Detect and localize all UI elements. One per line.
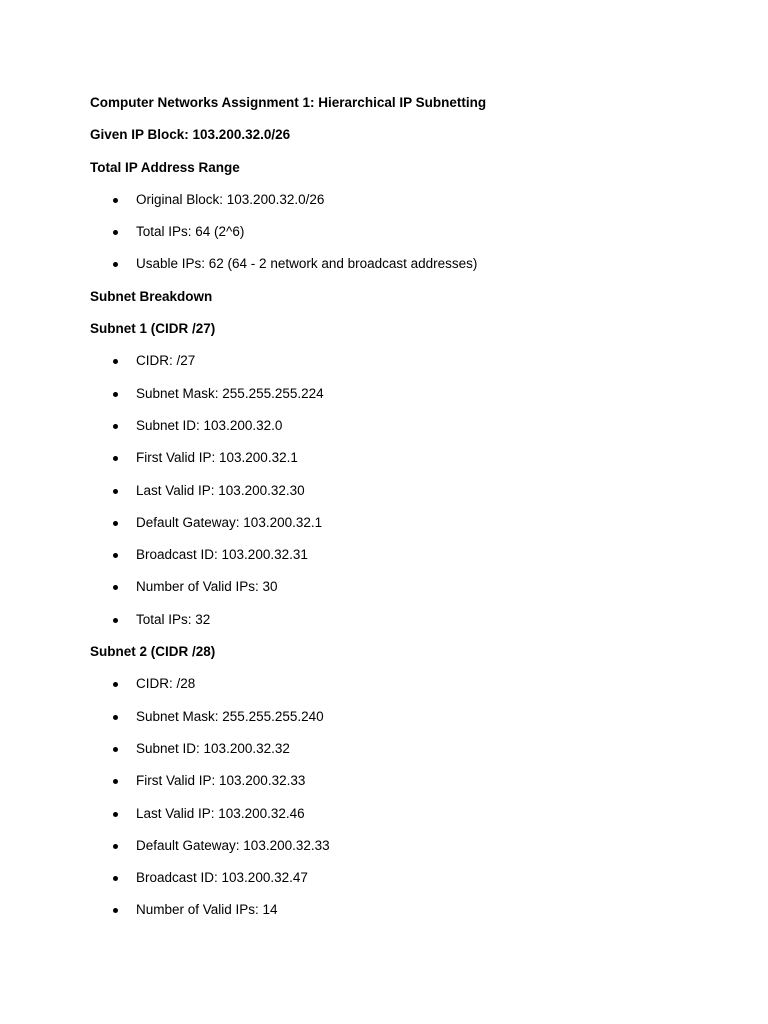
bullet-icon: [113, 359, 118, 364]
bullet-icon: [113, 521, 118, 526]
list-item-text: Usable IPs: 62 (64 - 2 network and broadcast addresses): [136, 256, 478, 272]
list-item: [90, 772, 710, 804]
subnet-1-list: [90, 352, 710, 643]
document-body: [90, 94, 710, 934]
list-item: [90, 514, 710, 546]
breakdown-heading: Subnet Breakdown: [90, 288, 213, 304]
bullet-icon: [113, 553, 118, 558]
bullet-icon: [113, 489, 118, 494]
list-item: [90, 901, 710, 933]
list-item-text: Default Gateway: 103.200.32.1: [136, 514, 323, 530]
list-item: [90, 611, 710, 643]
list-item-text: Last Valid IP: 103.200.32.46: [136, 805, 305, 821]
list-item: [90, 449, 710, 481]
list-item-text: Total IPs: 32: [136, 611, 211, 627]
list-item: [90, 740, 710, 772]
list-item-text: Original Block: 103.200.32.0/26: [136, 191, 325, 207]
bullet-icon: [113, 747, 118, 752]
given-block-heading: Given IP Block: 103.200.32.0/26: [90, 127, 291, 143]
list-item-text: Subnet ID: 103.200.32.0: [136, 417, 283, 433]
subnet-2-heading: Subnet 2 (CIDR /28): [90, 644, 216, 660]
list-item: [90, 869, 710, 901]
list-item-text: Subnet Mask: 255.255.255.240: [136, 708, 324, 724]
bullet-icon: [113, 585, 118, 590]
list-item-text: CIDR: /27: [136, 353, 196, 369]
list-item: [90, 708, 710, 740]
list-item: [90, 805, 710, 837]
list-item-text: Last Valid IP: 103.200.32.30: [136, 482, 305, 498]
bullet-icon: [113, 198, 118, 203]
bullet-icon: [113, 779, 118, 784]
bullet-icon: [113, 262, 118, 267]
list-item: [90, 578, 710, 610]
list-item: [90, 191, 710, 223]
list-item-text: First Valid IP: 103.200.32.1: [136, 450, 298, 466]
list-item-text: Broadcast ID: 103.200.32.47: [136, 870, 308, 886]
list-item: [90, 385, 710, 417]
bullet-icon: [113, 682, 118, 687]
bullet-icon: [113, 876, 118, 881]
bullet-icon: [113, 844, 118, 849]
bullet-icon: [113, 715, 118, 720]
list-item: [90, 546, 710, 578]
list-item-text: CIDR: /28: [136, 676, 196, 692]
subnet-1-heading: Subnet 1 (CIDR /27): [90, 321, 216, 337]
list-item-text: Subnet Mask: 255.255.255.224: [136, 385, 324, 401]
list-item: [90, 837, 710, 869]
list-item-text: Total IPs: 64 (2^6): [136, 224, 245, 240]
bullet-icon: [113, 424, 118, 429]
bullet-icon: [113, 456, 118, 461]
list-item-text: First Valid IP: 103.200.32.33: [136, 773, 306, 789]
document-title: Computer Networks Assignment 1: Hierarchical IP Subnetting: [90, 95, 487, 110]
list-item-text: Default Gateway: 103.200.32.33: [136, 837, 330, 853]
list-item-text: Number of Valid IPs: 14: [136, 902, 278, 918]
range-heading: Total IP Address Range: [90, 159, 240, 175]
list-item-text: Subnet ID: 103.200.32.32: [136, 740, 290, 756]
range-list: [90, 191, 710, 288]
list-item: [90, 352, 710, 384]
bullet-icon: [113, 230, 118, 235]
bullet-icon: [113, 392, 118, 397]
bullet-icon: [113, 908, 118, 913]
bullet-icon: [113, 812, 118, 817]
list-item: [90, 675, 710, 707]
list-item: [90, 223, 710, 255]
list-item-text: Broadcast ID: 103.200.32.31: [136, 547, 308, 563]
list-item: [90, 255, 710, 287]
subnet-2-list: [90, 675, 710, 933]
list-item: [90, 482, 710, 514]
list-item: [90, 417, 710, 449]
bullet-icon: [113, 618, 118, 623]
list-item-text: Number of Valid IPs: 30: [136, 579, 278, 595]
